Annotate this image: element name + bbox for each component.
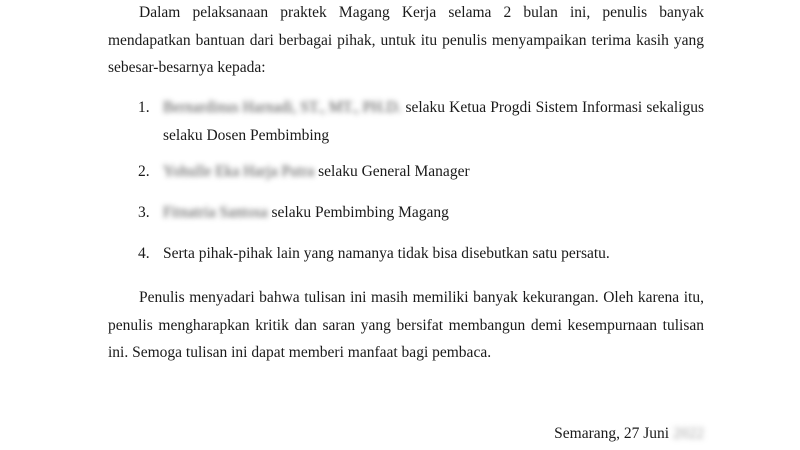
closing-paragraph: Penulis menyadari bahwa tulisan ini masih memiliki banyak kekurangan. Oleh karena itu, penulis mengharapkan kritik dan saran yang bersifat membangun demi kesempurnaan tulisan ini. Semoga tulisan ini dapat memberi manfaat bagi pembaca.: [108, 289, 704, 361]
list-item-body: [163, 94, 704, 150]
list-number: 1.: [138, 99, 150, 116]
list-item-role: selaku General Manager: [318, 163, 470, 180]
signature-line: [554, 420, 704, 448]
list-item-text: Serta pihak-pihak lain yang namanya tidak bisa disebutkan satu persatu.: [163, 245, 610, 262]
list-item-body: [163, 199, 704, 227]
list-item-role: selaku Ketua Progdi Sistem Informasi sekaligus selaku Dosen Pembimbing: [163, 99, 705, 144]
redacted-name: Yohulle Eka Harja Putra: [163, 163, 315, 180]
list-item-role: selaku Pembimbing Magang: [271, 204, 449, 221]
list-number: 4.: [138, 245, 150, 262]
redacted-name: Fitnatria Santosa: [163, 204, 268, 221]
redacted-name: Bernardinus Harnadi, ST., MT., PH.D.: [163, 99, 402, 116]
list-number: 2.: [138, 163, 150, 180]
list-item-body: [163, 158, 704, 186]
redacted-year: 2022: [673, 425, 704, 442]
list-number: 3.: [138, 204, 150, 221]
list-item-body: [163, 240, 704, 268]
signature-place-date: Semarang, 27 Juni: [554, 425, 670, 442]
intro-paragraph: Dalam pelaksanaan praktek Magang Kerja selama 2 bulan ini, penulis banyak mendapatkan bantuan dari berbagai pihak, untuk itu penulis menyampaikan terima kasih yang sebesar-besarnya kepada:: [108, 4, 704, 76]
